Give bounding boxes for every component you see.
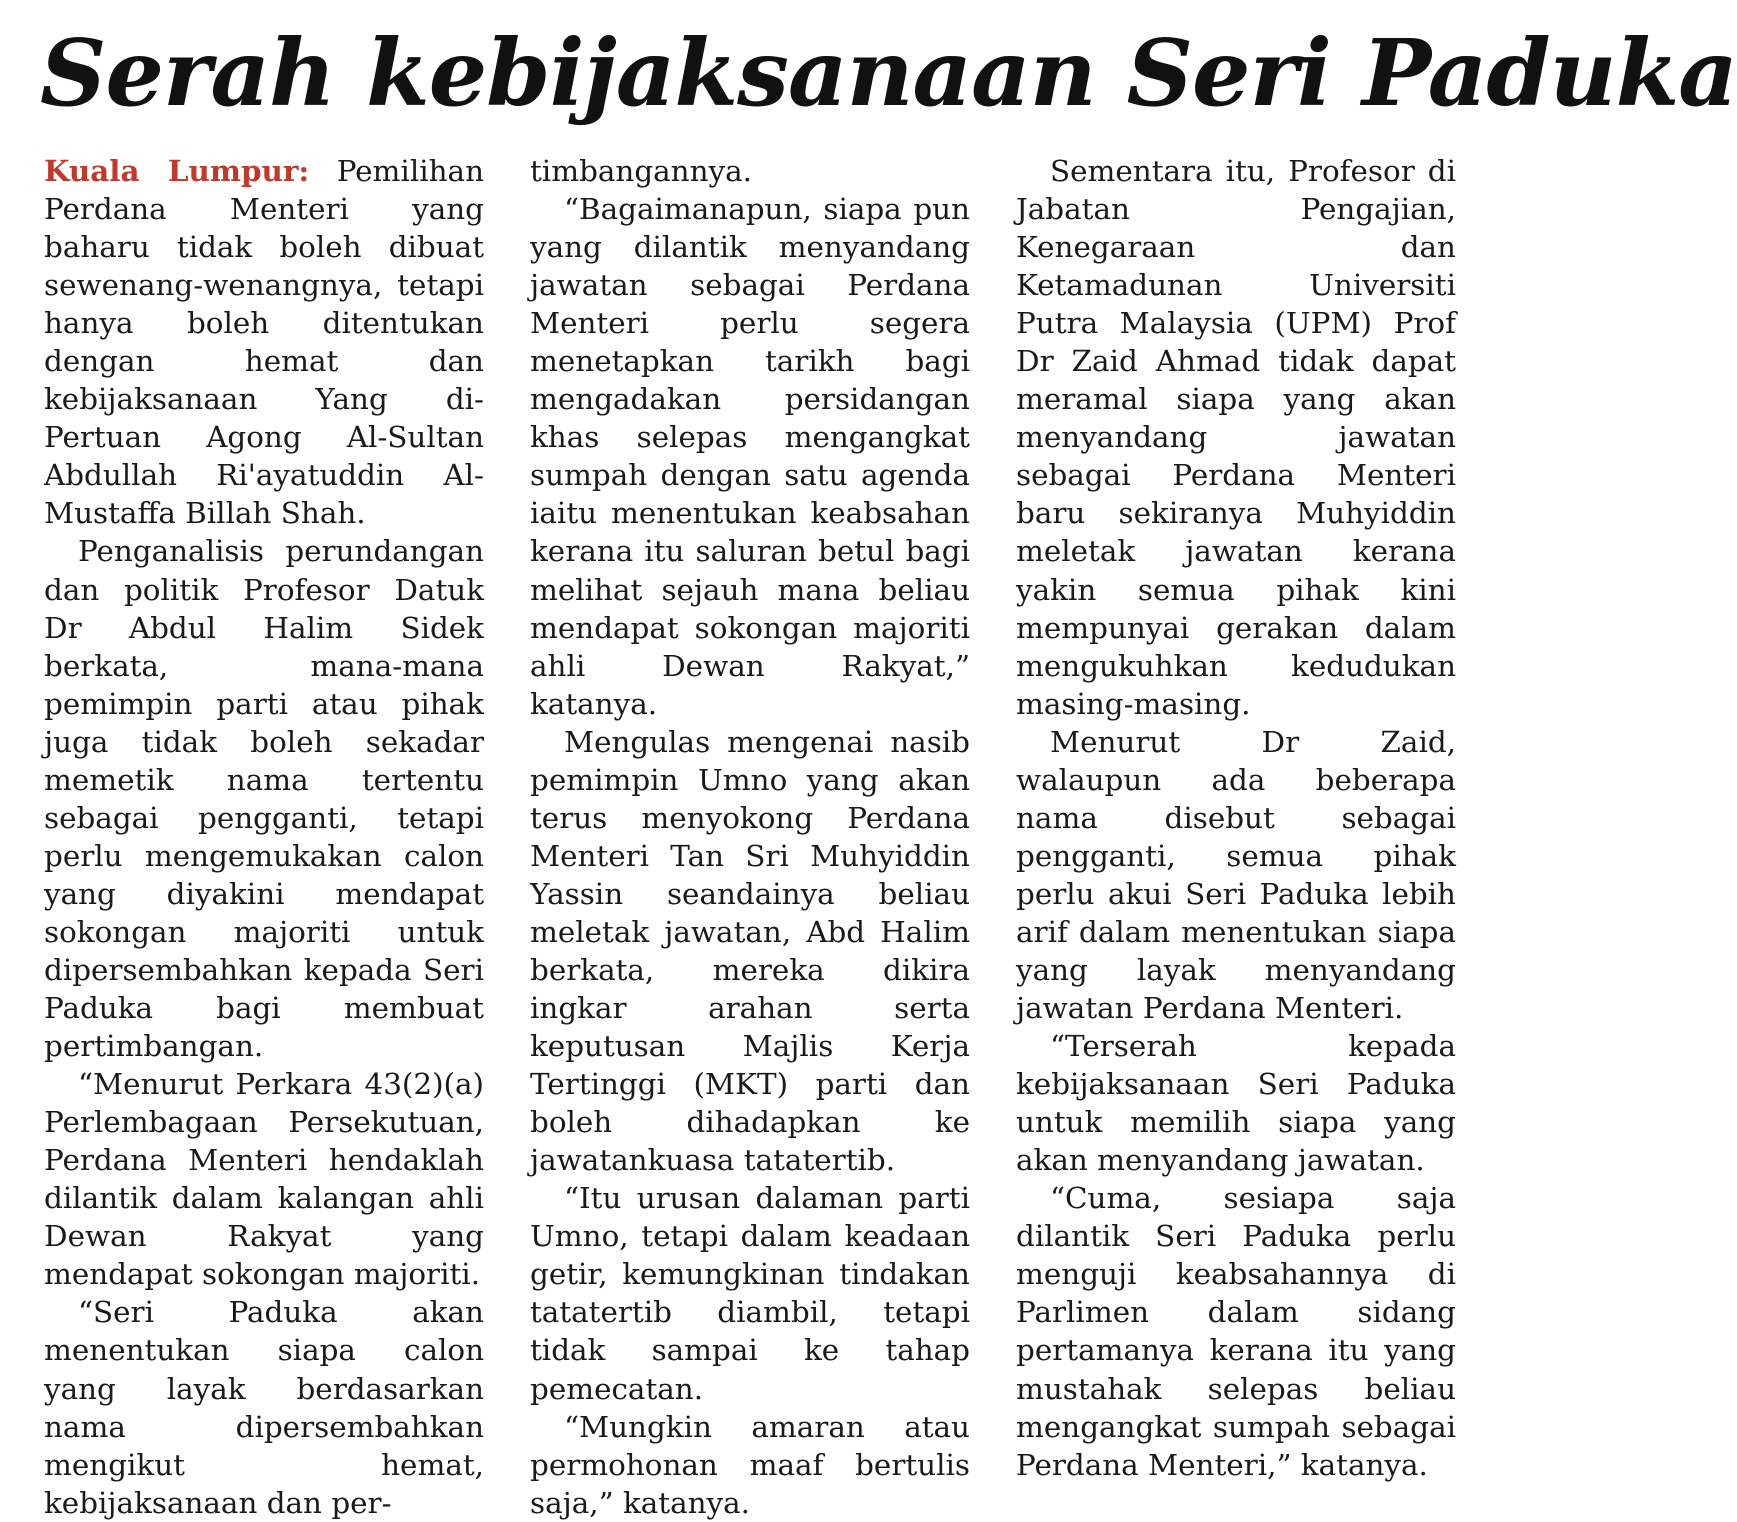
article-paragraph: Penganalisis perundangan dan politik Profesor Datuk Dr Abdul Halim Sidek berkata, mana-mana pemimpin parti atau pihak juga tidak boleh sekadar memetik nama tertentu sebagai pengganti, tetapi perlu mengemukakan calon yang diyakini mendapat sokongan majoriti untuk dipersembahkan kepada Seri Paduka bagi membuat pertimbangan. [44,534,484,1064]
article-paragraph: “Mungkin amaran atau permohonan maaf bertulis saja,” katanya. [530,1409,970,1520]
paragraph-text: Pemilihan Perdana Menteri yang baharu tidak boleh dibuat sewenang-wenangnya, tetapi hanya boleh ditentukan dengan hemat dan kebijaksanaan Yang di-Pertuan Agong Al-Sultan Abdullah Ri'ayatuddin Al- Mustaffa Billah Shah. [44,154,485,531]
article-paragraph: “Terserah kepada kebijaksanaan Seri Paduka untuk memilih siapa yang akan menyandang jawatan. [1016,1029,1456,1178]
article-paragraph: “Cuma, sesiapa saja dilantik Seri Paduka perlu menguji keabsahannya di Parlimen dalam sidang pertamanya kerana itu yang mustahak selepas beliau mengangkat sumpah sebagai Perdana Menteri,” katanya. [1016,1181,1456,1482]
article-paragraph: “Itu urusan dalaman parti Umno, tetapi dalam keadaan getir, kemungkinan tindakan tatatertib diambil, tetapi tidak sampai ke tahap pemecatan. [530,1181,970,1406]
headline: Serah kebijaksanaan Seri Paduka [40,19,1737,127]
article-paragraph: “Menurut Perkara 43(2)(a) Perlembagaan Persekutuan, Perdana Menteri hendaklah dilantik dalam kalangan ahli Dewan Rakyat yang mendapat sokongan majoriti. [44,1067,484,1292]
article-paragraph: “Seri Paduka akan menentukan siapa calon yang layak berdasarkan nama dipersembahkan mengikut hemat, kebijaksanaan dan per- [44,1295,484,1520]
article-paragraph: timbangannya. [530,154,753,188]
article-column-3 [1016,152,1456,1482]
article-paragraph: “Bagaimanapun, siapa pun yang dilantik menyandang jawatan sebagai Perdana Menteri perlu segera menetapkan tarikh bagi mengadakan persidangan khas selepas mengangkat sumpah dengan satu agenda iaitu menentukan keabsahan kerana itu saluran betul bagi melihat sejauh mana beliau mendapat sokongan majoriti ahli Dewan Rakyat,” katanya. [530,192,970,721]
article-paragraph [44,152,484,532]
article-paragraph: Menurut Dr Zaid, walaupun ada beberapa nama disebut sebagai pengganti, semua pihak perlu akui Seri Paduka lebih arif dalam menentukan siapa yang layak menyandang jawatan Perdana Menteri. [1016,724,1456,1026]
article-paragraph: Sementara itu, Profesor di Jabatan Pengajian, Kenegaraan dan Ketamadunan Universiti Putra Malaysia (UPM) Prof Dr Zaid Ahmad tidak dapat meramal siapa yang akan menyandang jawatan sebagai Perdana Menteri baru sekiranya Muhyiddin meletak jawatan kerana yakin semua pihak kini mempunyai gerakan dalam mengukuhkan kedudukan masing-masing. [1016,154,1456,721]
article-column-1 [44,152,485,1520]
article-column-2 [530,152,970,1520]
dateline: Kuala Lumpur: [44,153,310,188]
article-paragraph: Mengulas mengenai nasib pemimpin Umno yang akan terus menyokong Perdana Menteri Tan Sri Muhyiddin Yassin seandainya beliau meletak jawatan, Abd Halim berkata, mereka dikira ingkar arahan serta keputusan Majlis Kerja Tertinggi (MKT) parti dan boleh dihadapkan ke jawatankuasa tatatertib. [530,724,970,1178]
